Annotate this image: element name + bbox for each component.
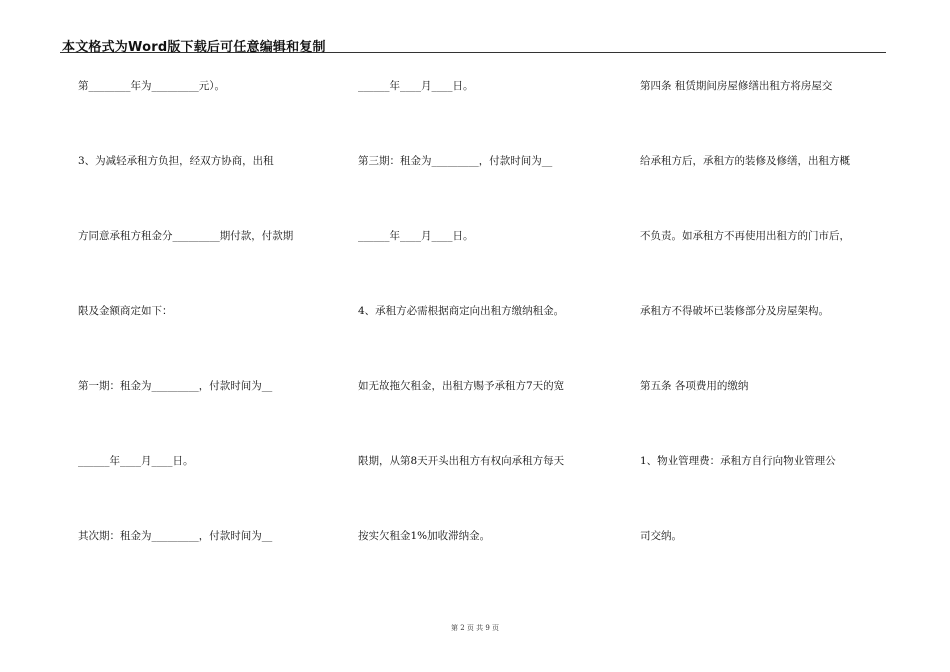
- text-line: 3、为减轻承租方负担，经双方协商，出租: [78, 155, 274, 167]
- text-line: ______年____月____日。: [358, 230, 474, 242]
- text-line: 第四条 租赁期间房屋修缮出租方将房屋交: [640, 80, 833, 92]
- text-line: ______年____月____日。: [358, 80, 474, 92]
- header-divider: [60, 52, 886, 53]
- text-line: 承租方不得破坏已装修部分及房屋架构。: [640, 305, 829, 317]
- text-line: 限及金额商定如下：: [78, 305, 173, 317]
- page-number-footer: 第 2 页 共 9 页: [450, 624, 500, 632]
- text-line: 不负责。如承租方不再使用出租方的门市后，: [640, 230, 850, 242]
- text-line: 第一期：租金为_________，付款时间为__: [78, 380, 273, 392]
- text-line: 给承租方后，承租方的装修及修缮，出租方概: [640, 155, 850, 167]
- text-line: 1、物业管理费：承租方自行向物业管理公: [640, 455, 836, 467]
- text-line: 方同意承租方租金分_________期付款，付款期: [78, 230, 294, 242]
- text-line: 按实欠租金1%加收滞纳金。: [358, 530, 491, 542]
- text-line: 限期，从第8天开头出租方有权向承租方每天: [358, 455, 565, 467]
- document-header-title: 本文格式为Word版下载后可任意编辑和复制: [62, 40, 326, 55]
- text-line: 如无故拖欠租金，出租方赐予承租方7天的宽: [358, 380, 565, 392]
- text-line: 司交纳。: [640, 530, 682, 542]
- text-line: 第________年为_________元）。: [78, 80, 225, 92]
- text-line: 其次期：租金为_________，付款时间为__: [78, 530, 273, 542]
- text-line: 第三期：租金为_________，付款时间为__: [358, 155, 553, 167]
- text-line: 4、承租方必需根据商定向出租方缴纳租金。: [358, 305, 565, 317]
- text-line: 第五条 各项费用的缴纳: [640, 380, 749, 392]
- text-line: ______年____月____日。: [78, 455, 194, 467]
